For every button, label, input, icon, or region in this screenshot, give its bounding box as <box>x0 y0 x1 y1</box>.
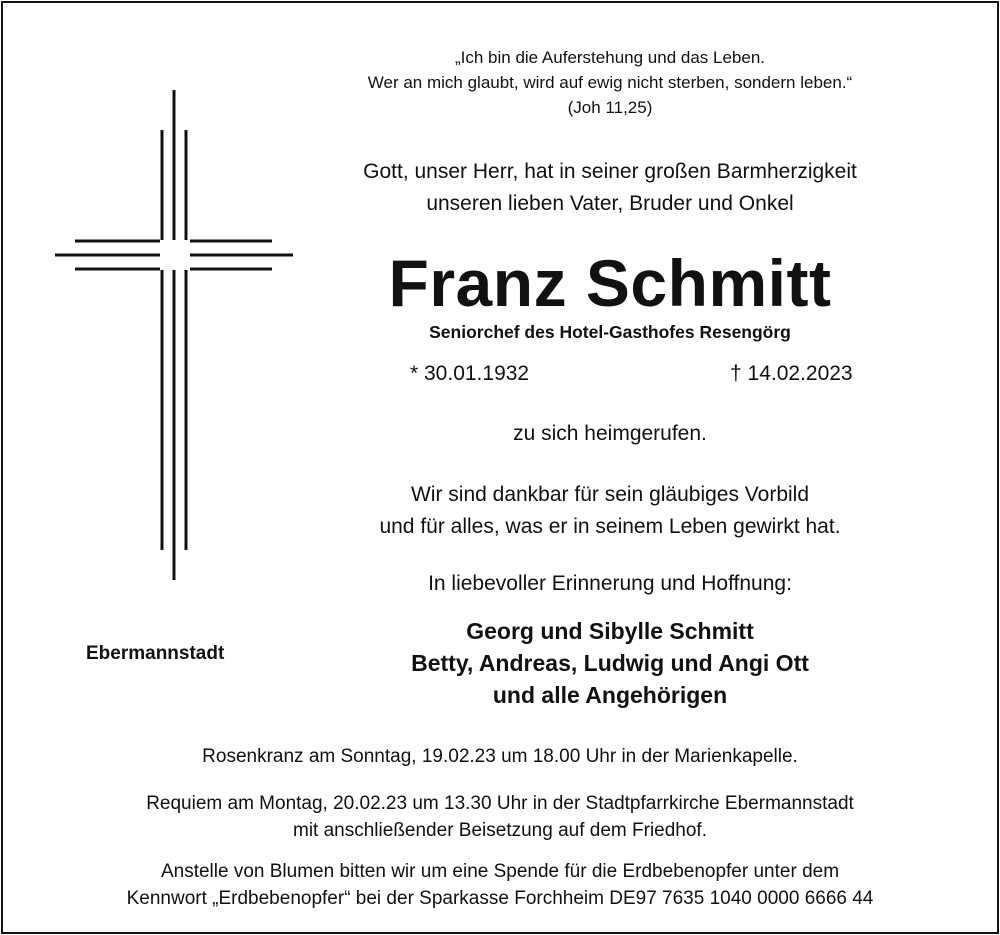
quote-line-2: Wer an mich glaubt, wird auf ewig nicht sterben, sondern leben.“ <box>367 73 853 92</box>
requiem-info <box>0 790 1000 844</box>
quote-source: (Joh 11,25) <box>567 98 653 117</box>
death-date: † 14.02.2023 <box>730 362 853 385</box>
deceased-name: Franz Schmitt <box>388 246 832 320</box>
gratitude-text <box>250 479 970 543</box>
mourner-line: Georg und Sibylle Schmitt <box>466 618 754 644</box>
requiem-line-2: mit anschließender Beisetzung auf dem Friedhof. <box>293 820 707 841</box>
mourner-line: Betty, Andreas, Ludwig und Angi Ott <box>411 650 809 676</box>
intro-line-2: unseren lieben Vater, Bruder und Onkel <box>426 192 794 215</box>
donation-line-2: Kennwort „Erdbebenopfer“ bei der Sparkasse Forchheim DE97 7635 1040 0000 6666 44 <box>126 888 874 909</box>
remembrance-text: In liebevoller Erinnerung und Hoffnung: <box>428 572 792 595</box>
deceased-title: Seniorchef des Hotel-Gasthofes Resengörg <box>429 322 791 342</box>
intro-text <box>250 156 970 220</box>
town-name: Ebermannstadt <box>86 643 225 664</box>
requiem-line-1: Requiem am Montag, 20.02.23 um 13.30 Uhr in der Stadtpfarrkirche Ebermannstadt <box>146 793 854 814</box>
donation-info <box>0 858 1000 912</box>
gratitude-line-2: und für alles, was er in seinem Leben gewirkt hat. <box>379 515 841 538</box>
donation-line-1: Anstelle von Blumen bitten wir um eine Spende für die Erdbebenopfer unter dem <box>160 861 840 882</box>
mourners-list <box>250 615 970 711</box>
mourner-line: und alle Angehörigen <box>492 682 728 708</box>
rosary-info: Rosenkranz am Sonntag, 19.02.23 um 18.00 Uhr in der Marienkapelle. <box>202 746 798 767</box>
bible-quote <box>250 45 970 120</box>
gratitude-line-1: Wir sind dankbar für sein gläubiges Vorbild <box>410 483 810 506</box>
called-home-text: zu sich heimgerufen. <box>513 422 707 445</box>
quote-line-1: „Ich bin die Auferstehung und das Leben. <box>454 48 765 67</box>
birth-date: * 30.01.1932 <box>410 362 530 385</box>
intro-line-1: Gott, unser Herr, hat in seiner großen Barmherzigkeit <box>363 160 857 183</box>
